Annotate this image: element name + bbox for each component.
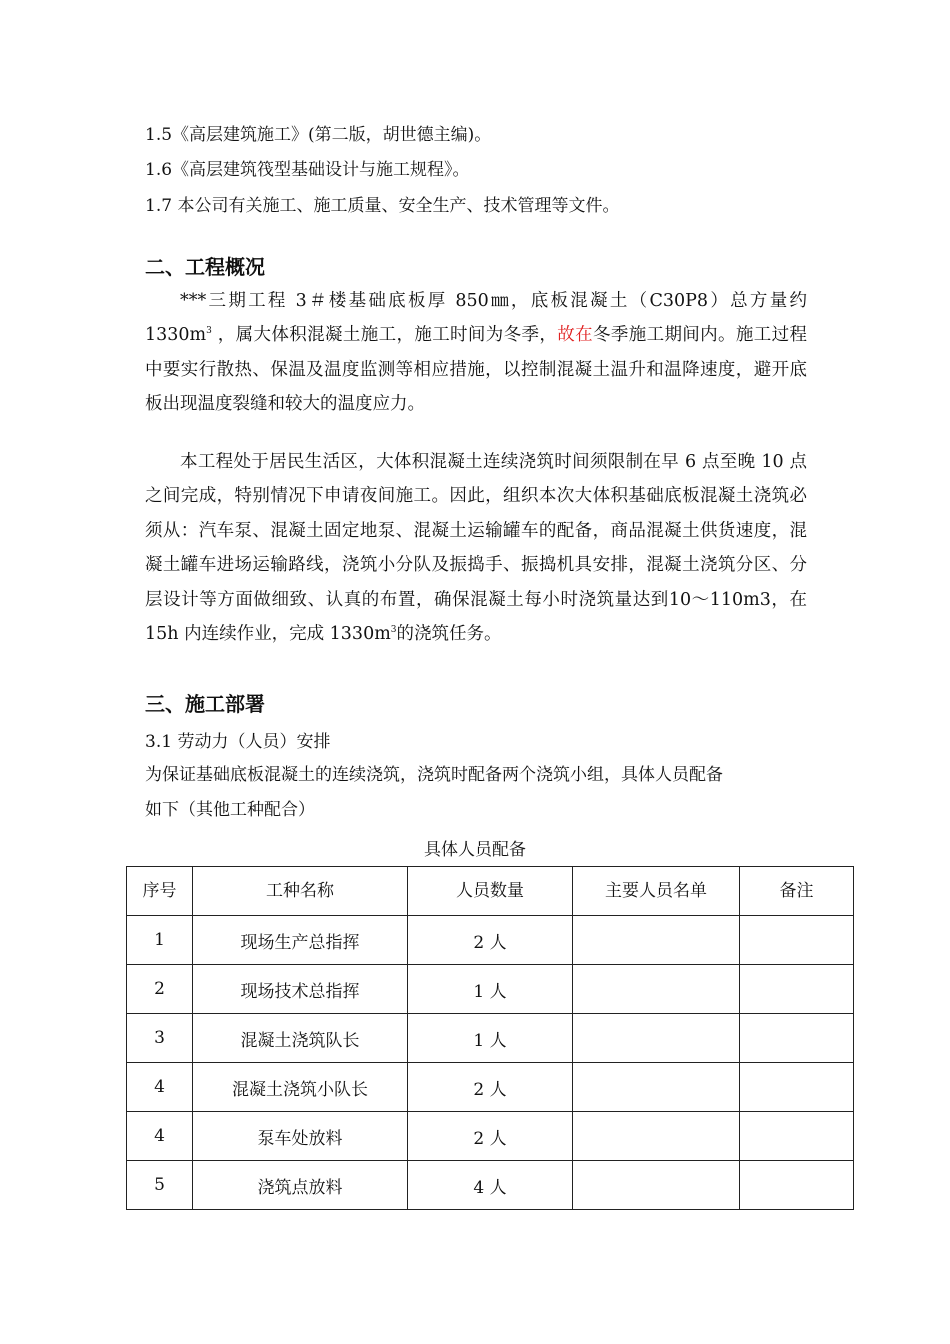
table-cell: [740, 1161, 854, 1210]
overview-paragraph-1: [145, 284, 807, 422]
superscript: 3: [206, 326, 212, 337]
reference-item: 1.5《高层建筑施工》(第二版，胡世德主编)。: [145, 125, 492, 145]
table-cell: 2: [127, 965, 193, 1014]
table-cell: [573, 1014, 740, 1063]
intro-text: 如下（其他工种配合）: [145, 800, 315, 820]
paragraph-text: 冬季施工期间内。施工过程中要实行散热、保温及温度监测等相应措施，以控制混凝土温升和温降速度，避开底板出现温度裂缝和较大的温度应力。: [145, 325, 808, 415]
table-cell: [573, 1161, 740, 1210]
table-cell: 浇筑点放料: [193, 1161, 408, 1210]
table-cell: 泵车处放料: [193, 1112, 408, 1161]
table-row: [127, 1063, 854, 1112]
header-cell: 序号: [127, 867, 193, 916]
table-cell: 混凝土浇筑队长: [193, 1014, 408, 1063]
paragraph-text: ***三期工程 3＃楼基础底板厚 850㎜，底板混凝土（C30P8）总方量约 1330m: [145, 291, 807, 346]
table-row: [127, 916, 854, 965]
header-cell: 工种名称: [193, 867, 408, 916]
intro-text: 为保证基础底板混凝土的连续浇筑，浇筑时配备两个浇筑小组，具体人员配备: [145, 765, 723, 785]
table-cell: 3: [127, 1014, 193, 1063]
table-cell: [573, 916, 740, 965]
table-cell: 1 人: [408, 1014, 573, 1063]
paragraph-text: 本工程处于居民生活区，大体积混凝土连续浇筑时间须限制在早 6 点至晚 10 点之间完成，特别情况下申请夜间施工。因此，组织本次大体积基础底板混凝土浇筑必须从：汽车泵、混凝土固定地泵、混凝土运输罐车的配备，商品混凝土供货速度，混凝土罐车进场运输路线，浇筑小分队及振捣手、振捣机具安排，混凝土浇筑分区、分层设计等方面做细致、认真的布置，确保混凝土每小时浇筑量达到10～110m3，在 15h 内连续作业，完成 1330m: [145, 452, 807, 645]
header-cell: 人员数量: [408, 867, 573, 916]
reference-item: 1.7 本公司有关施工、施工质量、安全生产、技术管理等文件。: [145, 196, 620, 216]
table-cell: 1: [127, 916, 193, 965]
table-caption: 具体人员配备: [424, 840, 526, 860]
table-header-row: [127, 867, 854, 916]
section-heading: 二、工程概况: [145, 255, 265, 279]
table-cell: 2 人: [408, 1063, 573, 1112]
table-row: [127, 965, 854, 1014]
table-row: [127, 1014, 854, 1063]
table-cell: 现场生产总指挥: [193, 916, 408, 965]
table-cell: 4: [127, 1112, 193, 1161]
table-row: [127, 1161, 854, 1210]
table-cell: 2 人: [408, 916, 573, 965]
highlighted-text: 故在: [557, 325, 593, 346]
table-cell: [573, 965, 740, 1014]
section-heading: 三、施工部署: [145, 692, 265, 716]
table-cell: 1 人: [408, 965, 573, 1014]
table-row: [127, 1112, 854, 1161]
table-cell: [740, 1014, 854, 1063]
table-cell: [740, 916, 854, 965]
table-cell: 混凝土浇筑小队长: [193, 1063, 408, 1112]
subsection-heading: 3.1 劳动力（人员）安排: [145, 732, 331, 752]
overview-paragraph-2: [145, 445, 807, 651]
table-cell: 现场技术总指挥: [193, 965, 408, 1014]
header-cell: 备注: [740, 867, 854, 916]
table-cell: 4 人: [408, 1161, 573, 1210]
table-cell: [740, 965, 854, 1014]
table-cell: 4: [127, 1063, 193, 1112]
table-cell: 5: [127, 1161, 193, 1210]
table-cell: [573, 1112, 740, 1161]
paragraph-text: ，属大体积混凝土施工，施工时间为冬季，: [211, 325, 558, 346]
paragraph-text: 的浇筑任务。: [396, 624, 502, 645]
header-cell: 主要人员名单: [573, 867, 740, 916]
table-cell: [573, 1063, 740, 1112]
table-cell: [740, 1112, 854, 1161]
table-cell: [740, 1063, 854, 1112]
staff-table: [126, 866, 854, 1210]
reference-item: 1.6《高层建筑筏型基础设计与施工规程》。: [145, 160, 470, 180]
table-cell: 2 人: [408, 1112, 573, 1161]
superscript: 3: [390, 625, 397, 636]
